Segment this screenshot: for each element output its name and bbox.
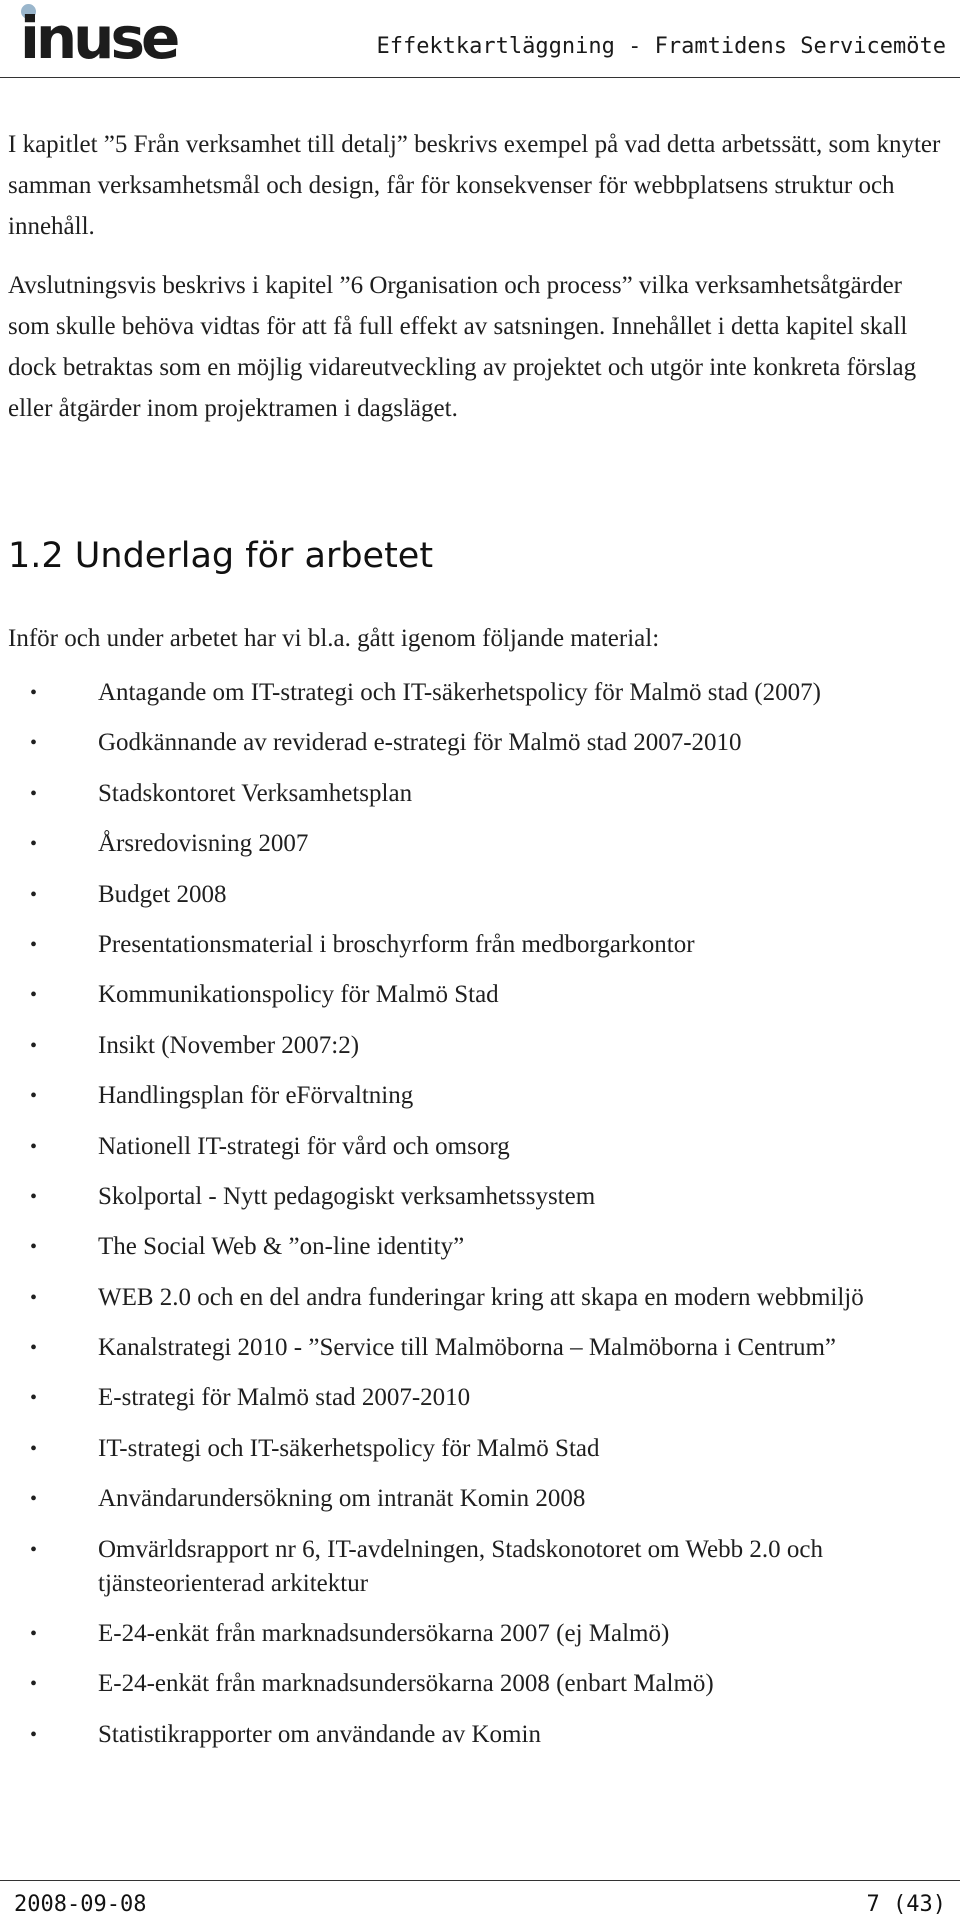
bullet-icon: • (30, 1538, 38, 1561)
bullet-icon: • (30, 782, 38, 805)
material-intro: Inför och under arbetet har vi bl.a. gått igenom följande material: (8, 625, 660, 652)
list-item-text: Statistikrapporter om användande av Komin (98, 1720, 541, 1748)
page-header (0, 0, 960, 78)
logo-wordmark: inuse (20, 4, 177, 72)
bullet-icon: • (30, 1085, 38, 1108)
list-item-text: Insikt (November 2007:2) (98, 1031, 360, 1059)
list-item (0, 827, 960, 861)
list-item-text: Användarundersökning om intranät Komin 2008 (98, 1485, 586, 1513)
bullet-icon: • (30, 1034, 38, 1057)
list-item-text: Årsredovisning 2007 (98, 830, 309, 858)
bullet-icon: • (30, 1185, 38, 1208)
bullet-icon: • (30, 1387, 38, 1410)
bullet-icon: • (30, 1135, 38, 1158)
bullet-icon: • (30, 1337, 38, 1360)
bullet-icon: • (30, 1437, 38, 1460)
inuse-logo (20, 4, 190, 72)
list-item-text: The Social Web & ”on-line identity” (98, 1233, 465, 1261)
list-item (0, 1331, 960, 1365)
bullet-icon: • (30, 984, 38, 1007)
bullet-icon: • (30, 1286, 38, 1309)
section-heading: 1.2 Underlag för arbetet (8, 536, 434, 576)
list-item (0, 1180, 960, 1214)
footer-divider (0, 1880, 960, 1881)
bullet-icon: • (30, 933, 38, 956)
paragraph-chapter-5: I kapitlet ”5 Från verksamhet till detalj” beskrivs exempel på vad detta arbetssätt, som knyter samman verksamhetsmål och design, får för konsekvenser för webbplatsens struktur och innehåll. (8, 131, 941, 240)
paragraph-chapter-6: Avslutningsvis beskrivs i kapitel ”6 Organisation och process” vilka verksamhetsåtgärder som skulle behöva vidtas för att få full effekt av satsningen. Innehållet i detta kapitel skall dock betraktas som en möjlig vidareutveckling av projektet och utgör inte konkreta förslag eller åtgärder inom projektramen i dagsläget. (8, 272, 917, 422)
list-item-text: WEB 2.0 och en del andra funderingar kring att skapa en modern webbmiljö (98, 1283, 864, 1311)
list-item (0, 1482, 960, 1516)
list-item (0, 978, 960, 1012)
list-item (0, 1533, 960, 1601)
bullet-icon: • (30, 1236, 38, 1259)
document-title: Effektkartläggning - Framtidens Servicemöte (376, 34, 946, 59)
bullet-icon: • (30, 1488, 38, 1511)
bullet-icon: • (30, 682, 38, 704)
bullet-icon: • (30, 1623, 38, 1646)
list-item-text: E-24-enkät från marknadsundersökarna 2008 (enbart Malmö) (98, 1670, 714, 1698)
list-item-text: Stadskontoret Verksamhetsplan (98, 779, 413, 807)
list-item-text: E-24-enkät från marknadsundersökarna 2007 (ej Malmö) (98, 1620, 670, 1648)
list-item (0, 1029, 960, 1063)
list-item (0, 1230, 960, 1264)
list-item (0, 777, 960, 811)
list-item (0, 1130, 960, 1164)
list-item-text: Antagande om IT-strategi och IT-säkerhetspolicy för Malmö stad (2007) (98, 679, 821, 706)
list-item (0, 1667, 960, 1701)
list-item-text: Nationell IT-strategi för vård och omsorg (98, 1132, 510, 1160)
list-item-text: Kanalstrategi 2010 - ”Service till Malmöborna – Malmöborna i Centrum” (98, 1334, 837, 1362)
bullet-icon: • (30, 1723, 38, 1746)
list-item-text: Kommunikationspolicy för Malmö Stad (98, 981, 499, 1009)
header-divider (0, 77, 960, 78)
bullet-icon: • (30, 833, 38, 856)
list-item (0, 1281, 960, 1315)
list-item (0, 726, 960, 760)
list-item-text: Handlingsplan för eFörvaltning (98, 1082, 414, 1110)
list-item (0, 1381, 960, 1415)
list-item (0, 928, 960, 962)
list-item (0, 1617, 960, 1651)
list-item (0, 1718, 960, 1752)
list-item-text: Budget 2008 (98, 880, 227, 908)
list-item-text: IT-strategi och IT-säkerhetspolicy för Malmö Stad (98, 1434, 600, 1462)
bullet-icon: • (30, 883, 38, 906)
list-item (0, 878, 960, 912)
list-item (0, 1432, 960, 1466)
bullet-icon: • (30, 732, 38, 755)
list-item-text: Godkännande av reviderad e-strategi för Malmö stad 2007-2010 (98, 729, 742, 757)
list-item-text: E-strategi för Malmö stad 2007-2010 (98, 1384, 471, 1412)
page-number: 7 (43) (866, 1892, 946, 1917)
bullet-icon: • (30, 1673, 38, 1696)
list-item-text: Presentationsmaterial i broschyrform från medborgarkontor (98, 930, 695, 958)
list-item (0, 676, 960, 710)
list-item-text: Omvärldsrapport nr 6, IT-avdelningen, Stadskonotoret om Webb 2.0 och tjänsteorienterad arkitektur (98, 1535, 823, 1597)
body-text (8, 124, 948, 429)
list-item-text: Skolportal - Nytt pedagogiskt verksamhetssystem (98, 1182, 596, 1210)
material-list (0, 676, 960, 1768)
list-item (0, 1079, 960, 1113)
footer-date: 2008-09-08 (14, 1892, 147, 1917)
